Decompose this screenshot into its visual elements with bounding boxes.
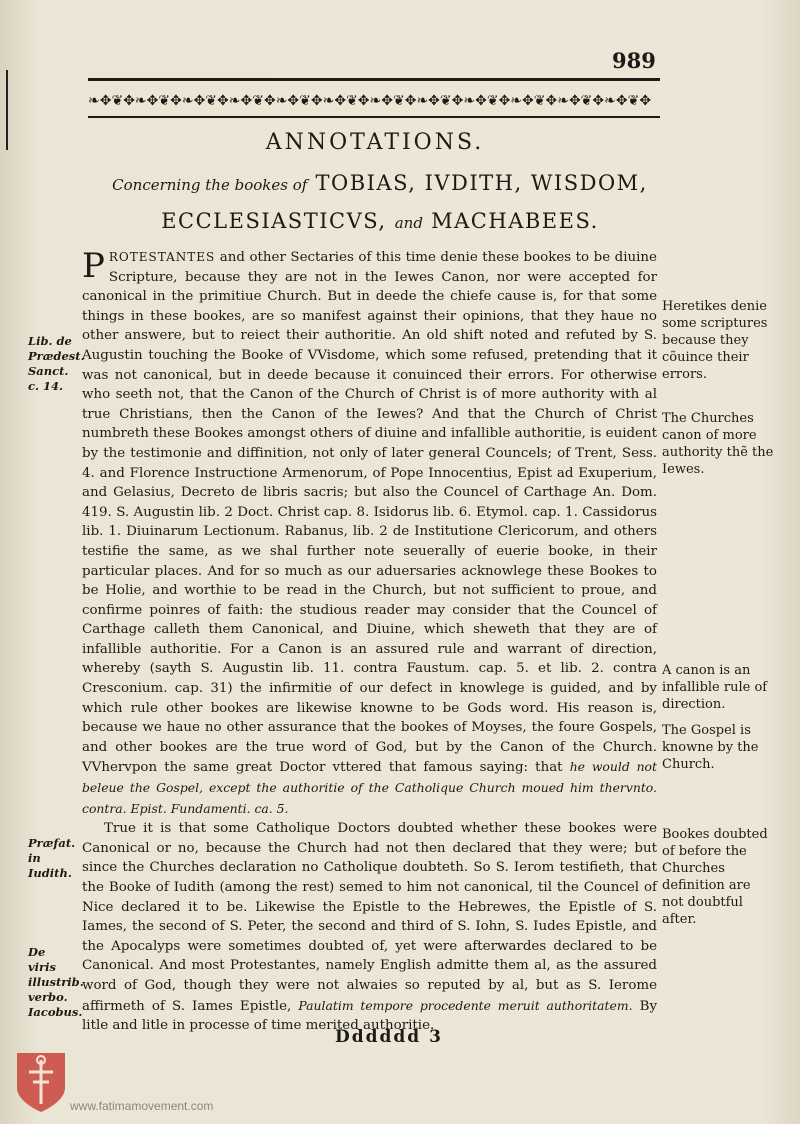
- bottom-rule: [88, 116, 660, 118]
- margin-note-left-2: Præfat. in Iudith.: [28, 836, 76, 880]
- margin-note-right-5: Bookes doubted of before the Churches definition are not doubtful after.: [662, 827, 768, 927]
- top-rule: [88, 78, 660, 81]
- footer-url[interactable]: www.fatimamovement.com: [70, 1099, 214, 1113]
- margin-note-right-2: The Churches canon of more authority thẽ the Iewes.: [662, 411, 774, 477]
- ornament-border: ❧✥❦✥❧✥❦✥❧✥❦✥❧✥❦✥❧✥❦✥❧✥❦✥❧✥❦✥❧✥❦✥❧✥❦✥❧✥❦✥❧✥❦✥❧✥❦✥: [88, 93, 652, 109]
- paragraph-1-smallcaps: ROTESTANTES: [108, 250, 216, 264]
- margin-note-left-1: Lib. de Prædest. Sanct. c. 14.: [28, 334, 85, 393]
- augustin-quote: he would not beleue the Gospel, except the authoritie of the Catholique Church moued him thervnto. contra. Epist. Fundamenti. ca. 5.: [82, 759, 657, 816]
- paragraph-2-text: True it is that some Catholique Doctors doubted whether these bookes were Canonical or no, because the Church had not then declared that they were; but since the Churches declaration no Catholique doubteth. So S. Ierom testifieth, that the Booke of Iudith (among the rest) semed to him not canonical, til the Councel of Nice declared it to be. Likewise the Epistle to the Hebrewes, the Epistle of S. Iames, the second of S. Peter, the second and third of S. Iohn, S. Iudes Epistle, and the Apocalyps were sometimes doubted of, yet were afterwardes declared to be Canonical. And most Protestantes, namely English admitte them al, as the assured word of God, though they were not alwaies so reputed by al, but as S. Ierome affirmeth of S. Iames Epistle,: [82, 821, 657, 1014]
- page-subtitle: [70, 165, 690, 241]
- signature-mark: Dddddd 3: [335, 1027, 443, 1047]
- subtitle-and: and: [394, 214, 423, 232]
- page-number: 989: [612, 48, 656, 73]
- margin-note-right-1: Heretikes denie some scriptures because they cõuince their errors.: [662, 299, 768, 382]
- margin-note-right-3: A canon is an infallible rule of direction.: [662, 663, 768, 712]
- ierome-quote: Paulatim tempore procedente meruit authoritatem.: [298, 997, 633, 1013]
- annotation-body: [82, 248, 657, 1036]
- subtitle-line2: ECCLESIASTICVS,: [161, 209, 387, 233]
- page-title: ANNOTATIONS.: [265, 130, 485, 155]
- paragraph-1-text: and other Sectaries of this time denie these bookes to be diuine Scripture, because they are not in the Iewes Canon, nor were accepted for canonical in the primitiue Church. But in deede the chiefe cause is, for that some things in these bookes, are so manifest against their opinions, that they haue no other answere, but to reiect their authoritie. An old shift noted and refuted by S. Augustin touching the Booke of VVisdome, which some refused, pretending that it was not canonical, but in deede because it conuinced their errors. For otherwise who seeth not, that the Canon of the Church of Christ is of more authority with al true Christians, then the Canon of the Iewes? And that the Church of Christ numbreth these Bookes amongst others of diuine and infallible authoritie, is euident by the testimonie and diffinition, not only of later general Councels; of Trent, Sess. 4. and Florence Instructione Armenorum, of Pope Innocentius, Epist ad Exuperium, and Gelasius, Decreto de libris sacris; but also the Councel of Carthage An. Dom. 419. S. Augustin lib. 2 Doct. Christ cap. 8. Isidorus lib. 6. Etymol. cap. 1. Cassidorus lib. 1. Diuinarum Lectionum. Rabanus, lib. 2 de Institutione Clericorum, and others testifie the same, as we shal further note seuerally of euerie booke, in their particular places. And for so much as our aduersaries acknowlege these Bookes to be Holie, and worthie to be read in the Church, but not sufficient to proue, and confirme poinres of faith: the studious reader may consider that the Councel of Carthage calleth them Canonical, and Diuine, which sheweth that they are of infallible authoritie. For a Canon is an assured rule and warrant of direction, whereby (sayth S. Augustin lib. 11. contra Faustum. cap. 5. et lib. 2. contra Cresconium. cap. 31) the infirmitie of our defect in knowlege is guided, and by which rule other bookes are likewise knowne to be Gods word. His reason is, because we haue no other assurance that the bookes of Moyses, the foure Gospels, and other bookes are the true word of God, but by the Canon of the Church. VVhervpon the same great Doctor vttered that famous saying: that: [82, 250, 657, 776]
- subtitle-lead: Concerning the bookes of: [112, 176, 308, 194]
- papal-crest-icon: [14, 1050, 68, 1114]
- paragraph-2: [82, 819, 657, 1036]
- margin-note-left-3: De viris illustrib. verbo. Iacobus.: [28, 945, 84, 1019]
- subtitle-line2b: MACHABEES.: [431, 209, 599, 233]
- paragraph-2-end: By litle and litle in processe of time merited authoritie.: [82, 998, 658, 1034]
- margin-note-right-4: The Gospel is knowne by the Church.: [662, 723, 759, 772]
- paragraph-1: [82, 248, 657, 819]
- subtitle-line1: TOBIAS, IVDITH, WISDOM,: [315, 171, 648, 195]
- drop-cap: P: [82, 246, 105, 286]
